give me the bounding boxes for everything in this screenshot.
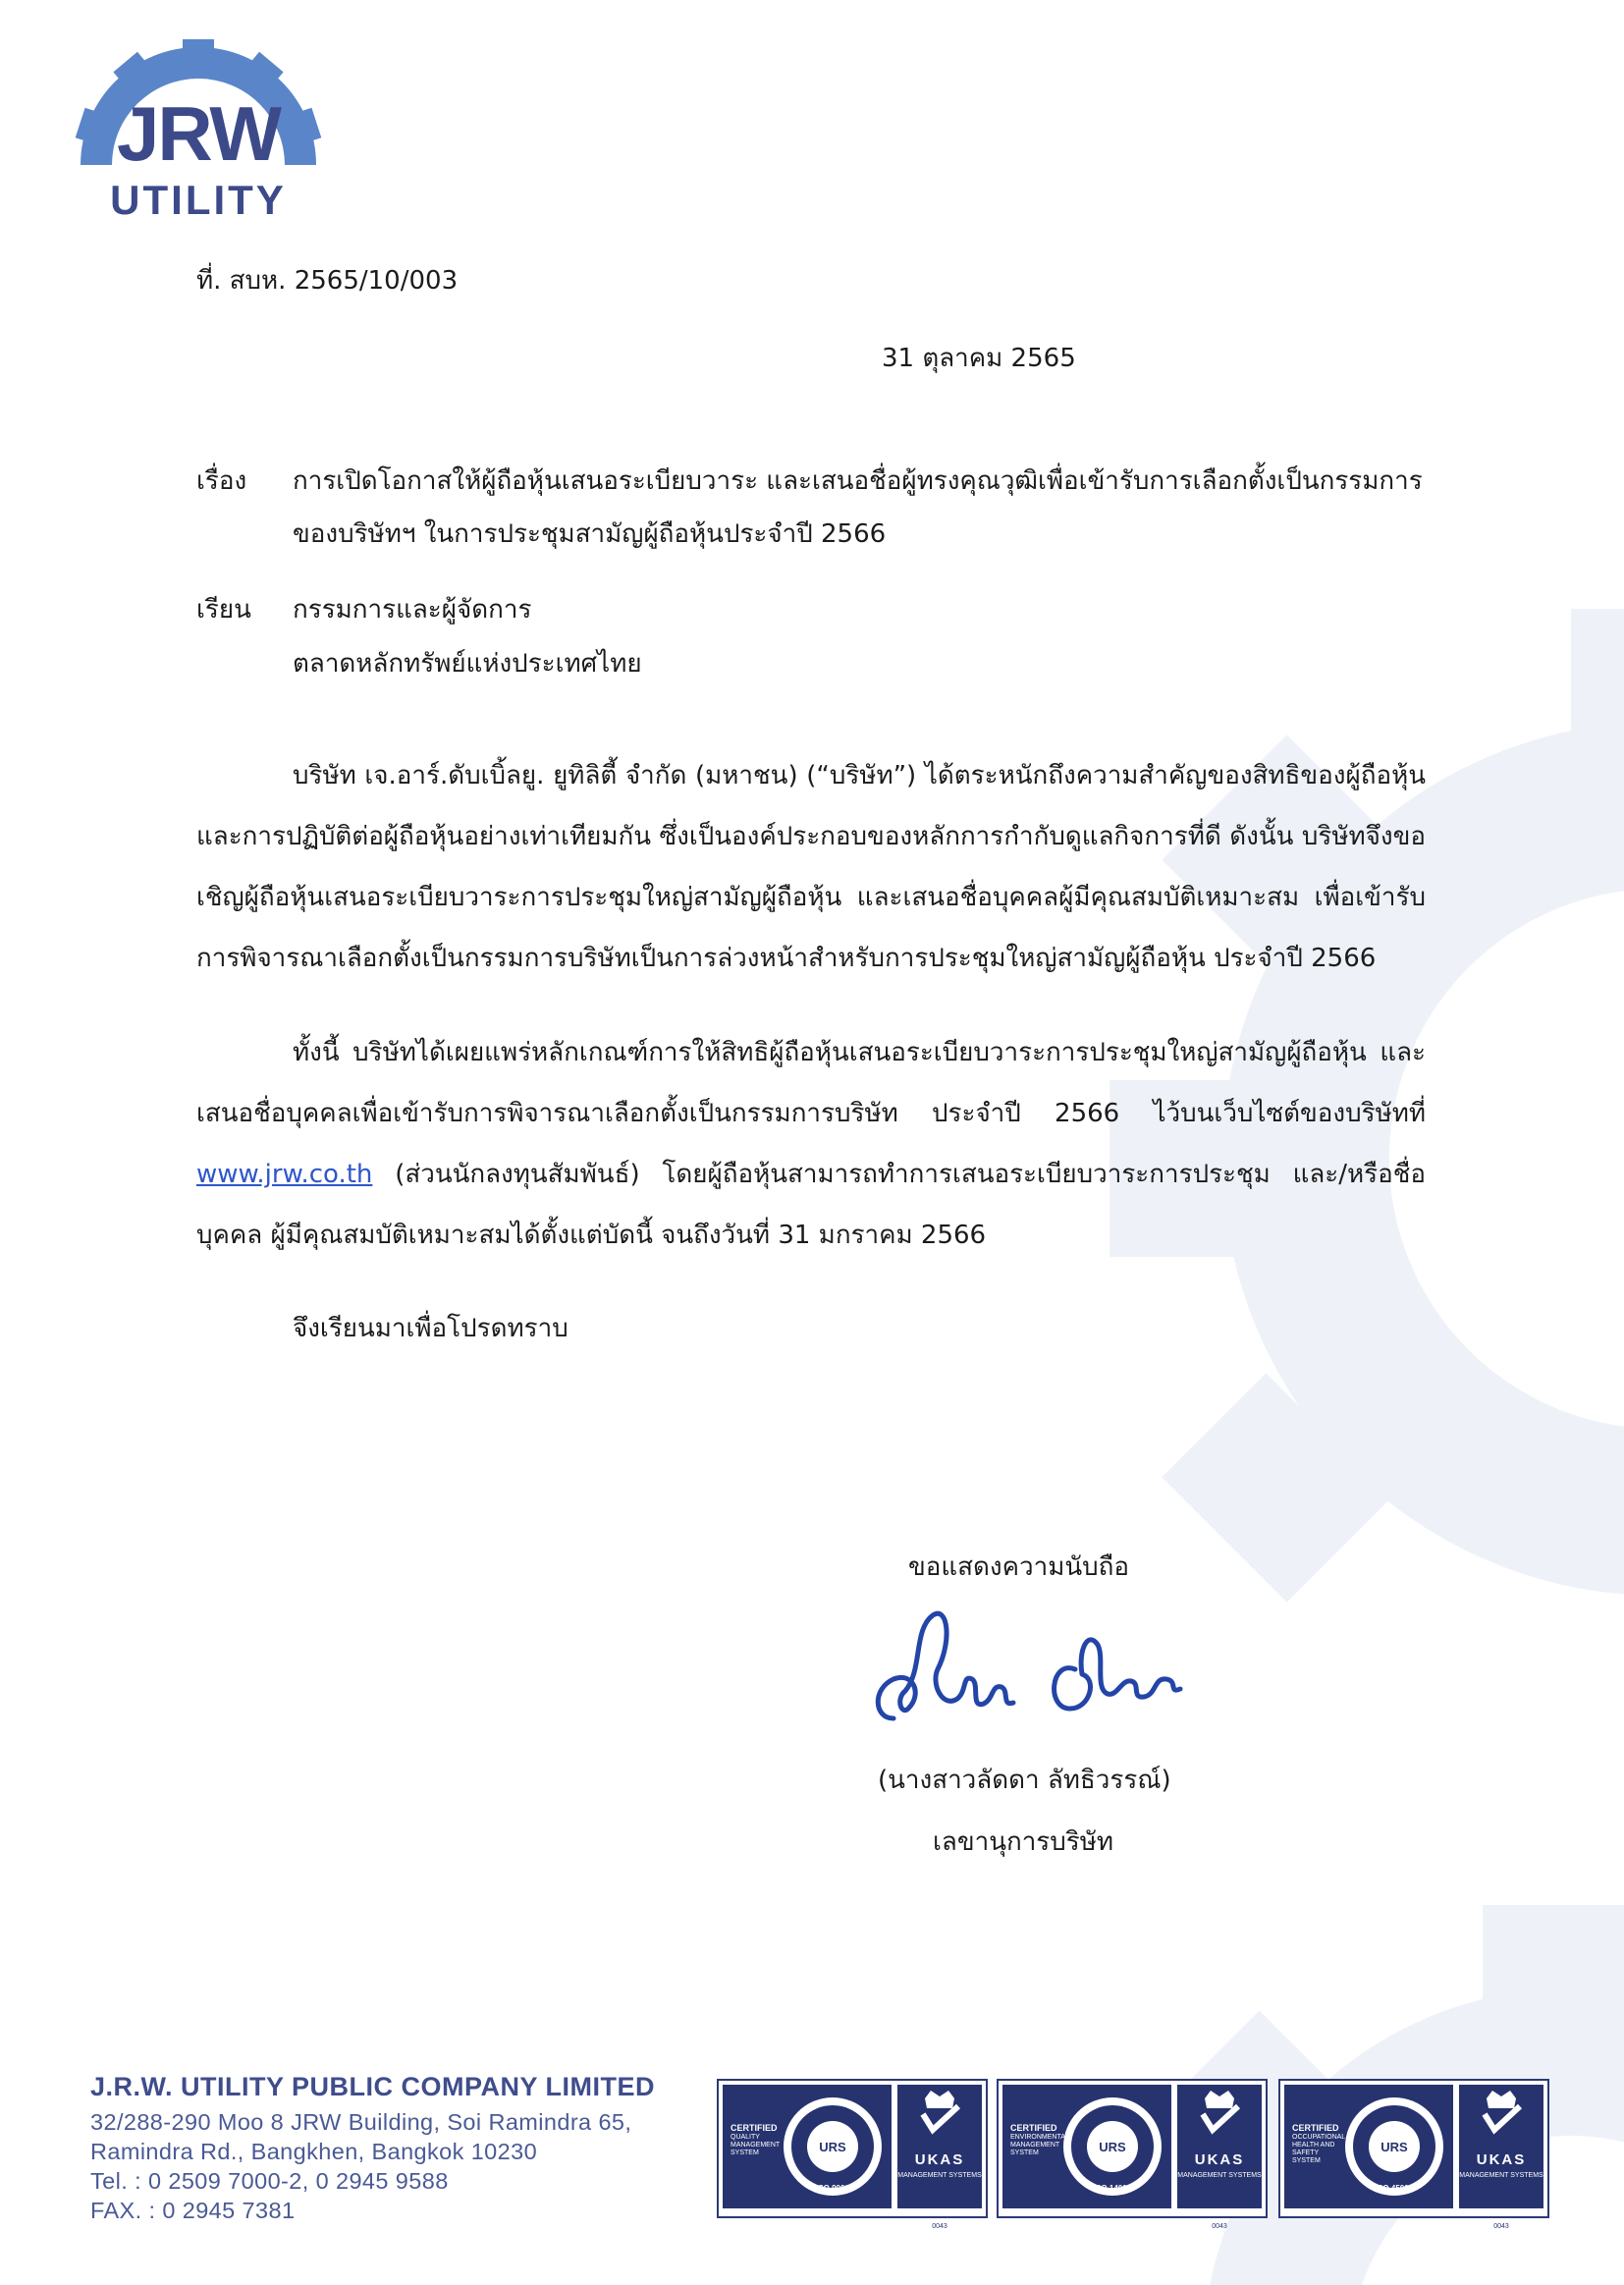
recipient-label: เรียน [196, 595, 251, 625]
background-gear-graphic-bottom [1100, 1866, 1624, 2285]
urs-certification-mark: URS ISO 14001 CERTIFIED ENVIRONMENTAL MANAGEMENT SYSTEM [1002, 2085, 1171, 2208]
ukas-mark: UKAS MANAGEMENT SYSTEMS [897, 2085, 982, 2208]
iso-label: ISO 45001 [1375, 2184, 1414, 2193]
subject-line-2: ของบริษัทฯ ในการประชุมสามัญผู้ถือหุ้นประจำปี 2566 [293, 519, 887, 549]
certification-badge-iso-45001: URS ISO 45001 CERTIFIED OCCUPATIONAL HEALTH AND SAFETY SYSTEM UKAS MANAGEMENT SYSTEMS 0043 [1278, 2079, 1549, 2218]
regards-text: ขอแสดงความนับถือ [908, 1552, 1129, 1582]
ukas-mark: UKAS MANAGEMENT SYSTEMS [1177, 2085, 1262, 2208]
reference-number: ที่. สบห. 2565/10/003 [196, 266, 459, 296]
logo-utility-text: UTILITY [110, 177, 287, 223]
signer-position: เลขานุการบริษัท [933, 1827, 1114, 1857]
recipient-line-2: ตลาดหลักทรัพย์แห่งประเทศไทย [293, 649, 642, 679]
paragraph-2-line-3 [196, 1144, 1426, 1205]
certification-badge-iso-14001: URS ISO 14001 CERTIFIED ENVIRONMENTAL MANAGEMENT SYSTEM UKAS MANAGEMENT SYSTEMS 0043 [997, 2079, 1268, 2218]
paragraph-1-line-3: เชิญผู้ถือหุ้นเสนอระเบียบวาระการประชุมใหญ่สามัญผู้ถือหุ้น และเสนอชื่อบุคคลผู้มีคุณสมบัติเหมาะสม เพื่อเข้ารับ [196, 883, 1426, 912]
body-paragraph-2 [196, 1022, 1426, 1266]
footer-company-name: J.R.W. UTILITY PUBLIC COMPANY LIMITED [90, 2072, 656, 2101]
paragraph-2-line-2: เสนอชื่อบุคคลเพื่อเข้ารับการพิจารณาเลือกตั้งเป็นกรรมการบริษัท ประจำปี 2566 ไว้บนเว็บไซต์ของบริษัทที่ [196, 1099, 1426, 1128]
crown-check-icon [897, 2085, 982, 2149]
paragraph-1-line-2: และการปฏิบัติต่อผู้ถือหุ้นอย่างเท่าเทียมกัน ซึ่งเป็นองค์ประกอบของหลักการกำกับดูแลกิจการที่ดี ดังนั้น บริษัทจึงขอ [196, 822, 1426, 851]
crown-check-icon [1177, 2085, 1262, 2149]
subject-label: เรื่อง [196, 466, 247, 496]
footer-address-line-2: Ramindra Rd., Bangkhen, Bangkok 10230 [90, 2139, 538, 2164]
body-paragraph-1 [196, 745, 1426, 989]
footer-phone: Tel. : 0 2509 7000-2, 0 2945 9588 [90, 2168, 449, 2194]
ukas-mark: UKAS MANAGEMENT SYSTEMS [1459, 2085, 1543, 2208]
paragraph-1-line-4: การพิจารณาเลือกตั้งเป็นกรรมการบริษัทเป็นการล่วงหน้าสำหรับการประชุมใหญ่สามัญผู้ถือหุ้น ประจำปี 2566 [196, 944, 1377, 973]
iso-label: ISO 14001 [1093, 2184, 1132, 2193]
letter-date: 31 ตุลาคม 2565 [882, 344, 1076, 373]
paragraph-2-line-1: ทั้งนี้ บริษัทได้เผยแพร่หลักเกณฑ์การให้สิทธิผู้ถือหุ้นเสนอระเบียบวาระการประชุมใหญ่สามัญผู้ถือหุ้น และ [293, 1038, 1426, 1067]
svg-text:URS: URS [819, 2140, 846, 2154]
svg-text:URS: URS [1099, 2140, 1126, 2154]
certification-badge-iso-9001: URS ISO 9001 CERTIFIED QUALITY MANAGEMENT SYSTEM UKAS MANAGEMENT SYSTEMS 0043 [717, 2079, 988, 2218]
recipient-line-1: กรรมการและผู้จัดการ [293, 595, 532, 625]
logo-jrw-text: JRW [117, 90, 280, 177]
crown-check-icon [1459, 2085, 1543, 2149]
handwritten-signature [854, 1601, 1188, 1748]
footer-address-line-1: 32/288-290 Moo 8 JRW Building, Soi Ramindra 65, [90, 2109, 632, 2135]
urs-certification-mark: URS ISO 45001 CERTIFIED OCCUPATIONAL HEALTH AND SAFETY SYSTEM [1284, 2085, 1453, 2208]
website-link[interactable]: www.jrw.co.th [196, 1160, 373, 1189]
svg-text:URS: URS [1380, 2140, 1408, 2154]
signer-name: (นางสาวลัดดา ลัทธิวรรณ์) [878, 1766, 1171, 1795]
urs-certification-mark: URS ISO 9001 CERTIFIED QUALITY MANAGEMENT SYSTEM [723, 2085, 892, 2208]
closing-line: จึงเรียนมาเพื่อโปรดทราบ [293, 1314, 568, 1343]
footer-fax: FAX. : 0 2945 7381 [90, 2198, 296, 2223]
paragraph-1-line-1: บริษัท เจ.อาร์.ดับเบิ้ลยู. ยูทิลิตี้ จำกัด (มหาชน) (“บริษัท”) ได้ตระหนักถึงความสำคัญของสิทธิของผู้ถือหุ้น [293, 761, 1426, 790]
paragraph-2-line-4: บุคคล ผู้มีคุณสมบัติเหมาะสมได้ตั้งแต่บัดนี้ จนถึงวันที่ 31 มกราคม 2566 [196, 1221, 987, 1250]
paragraph-2-line-3-text: (ส่วนนักลงทุนสัมพันธ์) โดยผู้ถือหุ้นสามารถทำการเสนอระเบียบวาระการประชุม และ/หรือชื่อ [372, 1160, 1426, 1189]
company-logo [61, 37, 336, 224]
iso-label: ISO 9001 [816, 2184, 849, 2193]
subject-line-1: การเปิดโอกาสให้ผู้ถือหุ้นเสนอระเบียบวาระ และเสนอชื่อผู้ทรงคุณวุฒิเพื่อเข้ารับการเลือกตั้งเป็นกรรมการ [293, 466, 1423, 496]
